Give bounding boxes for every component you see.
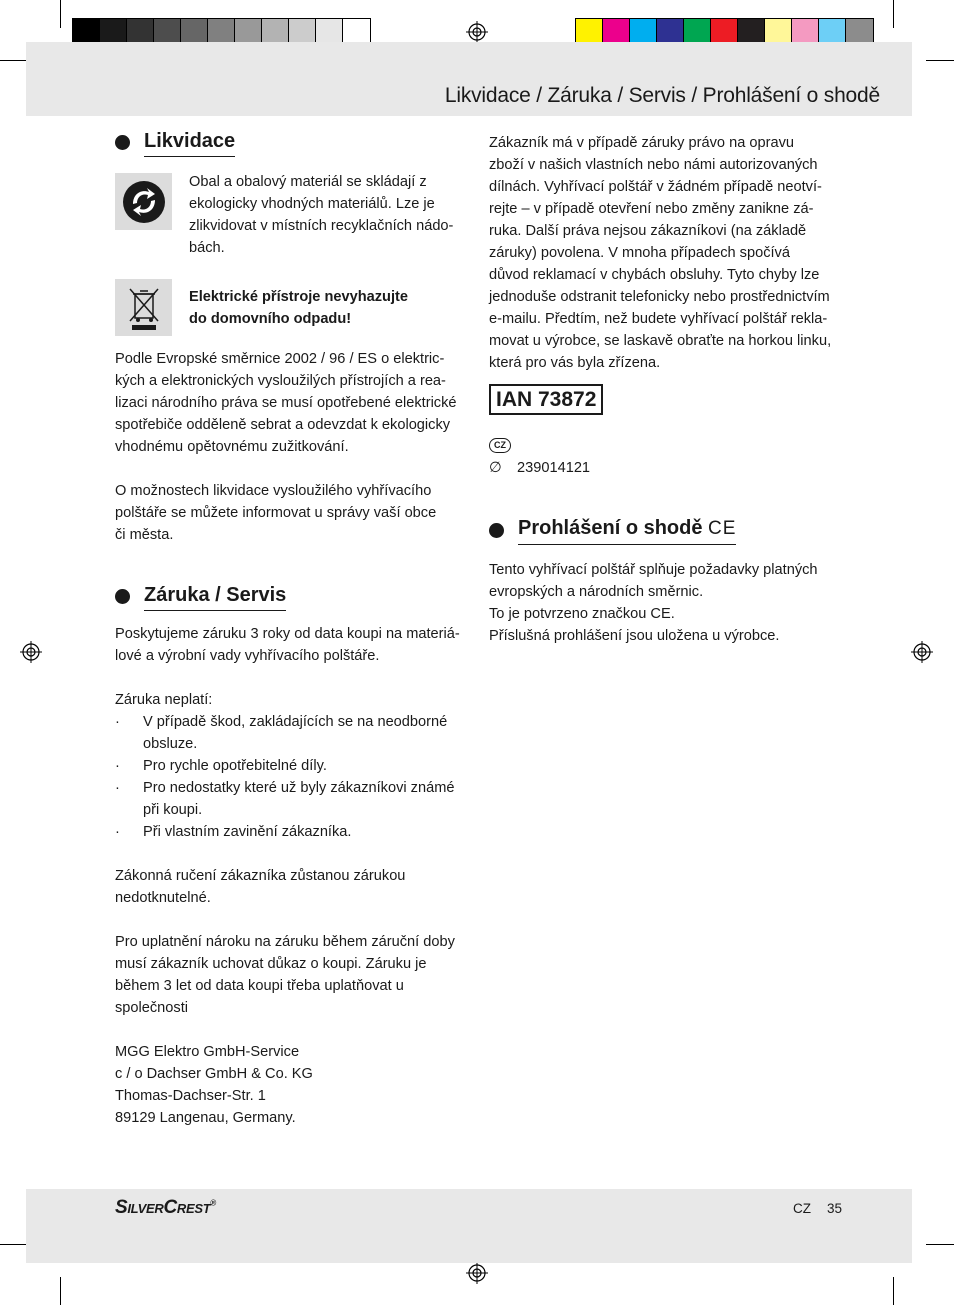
text-line: polštáře se můžete informovat u správy vaší obce bbox=[115, 505, 437, 521]
registration-mark-icon bbox=[20, 641, 42, 663]
text-line: jednoduše odstranit telefonicky nebo prostřednictvím bbox=[489, 289, 830, 305]
section-title: Likvidace bbox=[144, 128, 235, 157]
crop-mark bbox=[0, 1244, 28, 1245]
text-line: e-mailu. Předtím, než budete vyhřívací polštář rekla- bbox=[489, 311, 828, 327]
not-valid-list bbox=[115, 711, 467, 843]
ce-mark-icon: CE bbox=[708, 518, 737, 539]
language-code: CZ bbox=[793, 1201, 811, 1216]
crop-mark bbox=[926, 1244, 954, 1245]
text-line: ekologicky vhodných materiálů. Lze je bbox=[189, 196, 435, 212]
statutory-paragraph bbox=[115, 865, 467, 909]
registration-mark-icon bbox=[466, 1262, 488, 1284]
section-title-text: Prohlášení o shodě bbox=[518, 517, 703, 539]
text-line: obsluze. bbox=[143, 736, 198, 752]
text-line: To je potvrzeno značkou CE. bbox=[489, 606, 675, 622]
text-line: MGG Elektro GmbH-Service bbox=[115, 1044, 300, 1060]
recycling-icon bbox=[115, 173, 172, 230]
packaging-text bbox=[189, 171, 453, 259]
text-line: spotřebiče odděleně sebrat a odevzdat k ekologicky bbox=[115, 417, 451, 433]
text-line: kých a elektronických vysloužilých přístrojích a rea- bbox=[115, 373, 446, 389]
text-line: evropských a národních směrnic. bbox=[489, 584, 704, 600]
text-line: · Při vlastním zavinění zákazníka. bbox=[143, 824, 352, 840]
disposal-options-paragraph bbox=[115, 480, 467, 546]
claim-paragraph bbox=[115, 931, 467, 1019]
section-heading-prohlaseni bbox=[489, 515, 849, 545]
text-line: musí zákazník uchovat důkaz o koupi. Záruku je bbox=[115, 956, 427, 972]
packaging-note bbox=[115, 173, 467, 259]
weee-warning bbox=[189, 286, 408, 330]
crop-mark bbox=[893, 0, 894, 28]
text-line: nedotknutelné. bbox=[115, 890, 211, 906]
text-line: do domovního odpadu! bbox=[189, 311, 352, 327]
crop-mark bbox=[0, 60, 28, 61]
list-item bbox=[115, 821, 467, 843]
service-address bbox=[115, 1041, 467, 1129]
declaration-paragraph bbox=[489, 559, 849, 647]
text-line: 89129 Langenau, Germany. bbox=[115, 1110, 296, 1126]
crop-mark bbox=[60, 0, 61, 28]
list-item bbox=[115, 755, 467, 777]
crossed-bin-icon bbox=[115, 279, 172, 336]
section-heading-likvidace bbox=[115, 128, 467, 157]
text-line: Podle Evropské směrnice 2002 / 96 / ES o elektric- bbox=[115, 351, 445, 367]
section-title bbox=[518, 515, 736, 545]
page-number: 35 bbox=[827, 1201, 843, 1216]
text-line: Obal a obalový materiál se skládají z bbox=[189, 174, 427, 190]
text-line: záruky) povolena. V mnoha případech spočívá bbox=[489, 245, 790, 261]
bullet-icon bbox=[115, 135, 130, 150]
text-line: Thomas-Dachser-Str. 1 bbox=[115, 1088, 266, 1104]
text-line: Poskytujeme záruku 3 roky od data koupi na materiá- bbox=[115, 626, 460, 642]
text-line: zlikvidovat v místních recyklačních nádo- bbox=[189, 218, 454, 234]
text-line: Zákonná ručení zákazníka zůstanou zárukou bbox=[115, 868, 406, 884]
registration-mark-icon bbox=[466, 21, 488, 43]
section-heading-zaruka bbox=[115, 582, 467, 611]
crop-mark bbox=[926, 60, 954, 61]
customer-rights-paragraph bbox=[489, 132, 849, 374]
country-badge: CZ bbox=[489, 438, 511, 453]
page-footer-info bbox=[793, 1201, 842, 1216]
text-line: c / o Dachser GmbH & Co. KG bbox=[115, 1066, 313, 1082]
text-line: Pro uplatnění nároku na záruku během záruční doby bbox=[115, 934, 455, 950]
weee-note bbox=[115, 279, 467, 336]
warranty-intro bbox=[115, 623, 467, 667]
section-title: Záruka / Servis bbox=[144, 582, 286, 611]
bullet-icon bbox=[489, 523, 504, 538]
left-column bbox=[115, 128, 467, 1129]
ian-number: IAN 73872 bbox=[489, 384, 603, 415]
text-line: ruka. Další práva nejsou zákazníkovi (na základě bbox=[489, 223, 807, 239]
directive-paragraph bbox=[115, 348, 467, 458]
text-line: která pro vás byla zřízena. bbox=[489, 355, 661, 371]
text-line: během 3 let od data koupi třeba uplatňovat u bbox=[115, 978, 404, 994]
text-line: movat u výrobce, se laskavě obraťte na horkou linku, bbox=[489, 333, 832, 349]
bullet-icon bbox=[115, 589, 130, 604]
list-item bbox=[115, 711, 467, 755]
crop-mark bbox=[60, 1277, 61, 1305]
text-line: O možnostech likvidace vysloužilého vyhřívacího bbox=[115, 483, 432, 499]
hotline bbox=[489, 457, 849, 479]
text-line: lové a výrobní vady vyhřívacího polštáře. bbox=[115, 648, 380, 664]
brand-logo bbox=[115, 1197, 216, 1219]
phone-icon: ∅ bbox=[489, 460, 502, 476]
registration-mark-icon bbox=[911, 641, 933, 663]
crop-mark bbox=[893, 1277, 894, 1305]
text-line: · Pro rychle opotřebitelné díly. bbox=[143, 758, 327, 774]
brand-crest: Crest bbox=[163, 1197, 211, 1218]
text-line: lizaci národního práva se musí opotřebené elektrické bbox=[115, 395, 457, 411]
text-line: při koupi. bbox=[143, 802, 203, 818]
text-line: Elektrické přístroje nevyhazujte bbox=[189, 289, 408, 305]
text-line: dílnách. Vyhřívací polštář v žádném případě neotví- bbox=[489, 179, 822, 195]
text-line: · V případě škod, zakládajících se na neodborné bbox=[143, 714, 448, 730]
right-column bbox=[489, 132, 849, 647]
not-valid-label: Záruka neplatí: bbox=[115, 692, 213, 708]
phone-number[interactable]: 239014121 bbox=[517, 460, 591, 476]
text-line: či města. bbox=[115, 527, 174, 543]
trademark: ® bbox=[210, 1198, 216, 1208]
text-line: rejte – v případě otevření nebo změny zanikne zá- bbox=[489, 201, 814, 217]
page-title: Likvidace / Záruka / Servis / Prohlášení o shodě bbox=[444, 84, 880, 107]
list-item bbox=[115, 777, 467, 821]
text-line: zboží v našich vlastních nebo námi autorizovaných bbox=[489, 157, 818, 173]
text-line: Tento vyhřívací polštář splňuje požadavky platných bbox=[489, 562, 818, 578]
text-line: vhodnému opětovnému zužitkování. bbox=[115, 439, 349, 455]
text-line: Zákazník má v případě záruky právo na opravu bbox=[489, 135, 795, 151]
brand-silver: Silver bbox=[115, 1197, 164, 1218]
text-line: důvod reklamací v chybách obsluhy. Tyto chyby lze bbox=[489, 267, 820, 283]
text-line: · Pro nedostatky které už byly zákazníkovi známé bbox=[143, 780, 455, 796]
text-line: Příslušná prohlášení jsou uložena u výrobce. bbox=[489, 628, 780, 644]
text-line: společnosti bbox=[115, 1000, 189, 1016]
text-line: bách. bbox=[189, 240, 225, 256]
